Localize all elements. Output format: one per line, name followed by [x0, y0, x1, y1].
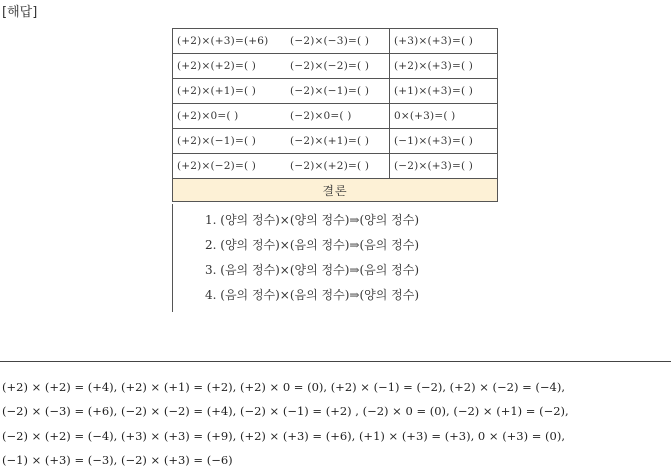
section-divider: [0, 361, 671, 362]
rule-item: 1. (양의 정수)×(양의 정수)⇒(양의 정수): [205, 213, 420, 227]
table-cell: (+2)×(+2)=( ): [173, 54, 287, 79]
table-cell: (−2)×(−1)=( ): [286, 79, 389, 104]
table-cell: (−2)×(+3)=( ): [390, 154, 498, 179]
conclusion-row: [173, 179, 498, 202]
rule-item: 3. (음의 정수)×(양의 정수)⇒(음의 정수): [205, 263, 420, 277]
table-cell: (+1)×(+3)=( ): [390, 79, 498, 104]
rule-item: 4. (음의 정수)×(음의 정수)⇒(양의 정수): [205, 288, 420, 302]
table-row: [173, 29, 498, 54]
solution-text: [2, 375, 669, 472]
rule-item: 2. (양의 정수)×(음의 정수)⇒(음의 정수): [205, 238, 420, 252]
table-cell: (−2)×(−3)=( ): [286, 29, 389, 54]
table-cell: (−2)×0=( ): [286, 104, 389, 129]
table-cell: (+2)×(−1)=( ): [173, 129, 287, 154]
table-cell: (−1)×(+3)=( ): [390, 129, 498, 154]
table-row: [173, 154, 498, 179]
solution-line: (−1) × (+3) = (−3), (−2) × (+3) = (−6): [2, 452, 233, 467]
table-row: [173, 104, 498, 129]
table-row: [173, 79, 498, 104]
table-cell: 0×(+3)=( ): [390, 104, 498, 129]
table-cell: (−2)×(−2)=( ): [286, 54, 389, 79]
table-cell: (−2)×(+1)=( ): [286, 129, 389, 154]
table-cell: (+3)×(+3)=( ): [390, 29, 498, 54]
table-cell: (+2)×(+1)=( ): [173, 79, 287, 104]
table-row: [173, 129, 498, 154]
solution-line: (−2) × (+2) = (−4), (+3) × (+3) = (+9), (+2) × (+3) = (+6), (+1) × (+3) = (+3), 0 × (+3) = (0),: [2, 428, 566, 443]
table-cell: (+2)×(+3)=(+6): [173, 29, 287, 54]
multiplication-table: [172, 28, 498, 202]
table-cell: (+2)×0=( ): [173, 104, 287, 129]
table-cell: (−2)×(+2)=( ): [286, 154, 389, 179]
table-cell: (+2)×(+3)=( ): [390, 54, 498, 79]
conclusion-rules: [172, 204, 499, 312]
solution-line: (+2) × (+2) = (+4), (+2) × (+1) = (+2), (+2) × 0 = (0), (+2) × (−1) = (−2), (+2) × (−2) = (−4),: [2, 380, 566, 394]
table-row: [173, 54, 498, 79]
solution-line: (−2) × (−3) = (+6), (−2) × (−2) = (+4), (−2) × (−1) = (+2) , (−2) × 0 = (0), (−2) × (+1) = (−2),: [2, 404, 569, 419]
answer-heading: [해답]: [2, 5, 38, 20]
table-cell: (+2)×(−2)=( ): [173, 154, 287, 179]
conclusion-header: 결론: [173, 179, 498, 202]
